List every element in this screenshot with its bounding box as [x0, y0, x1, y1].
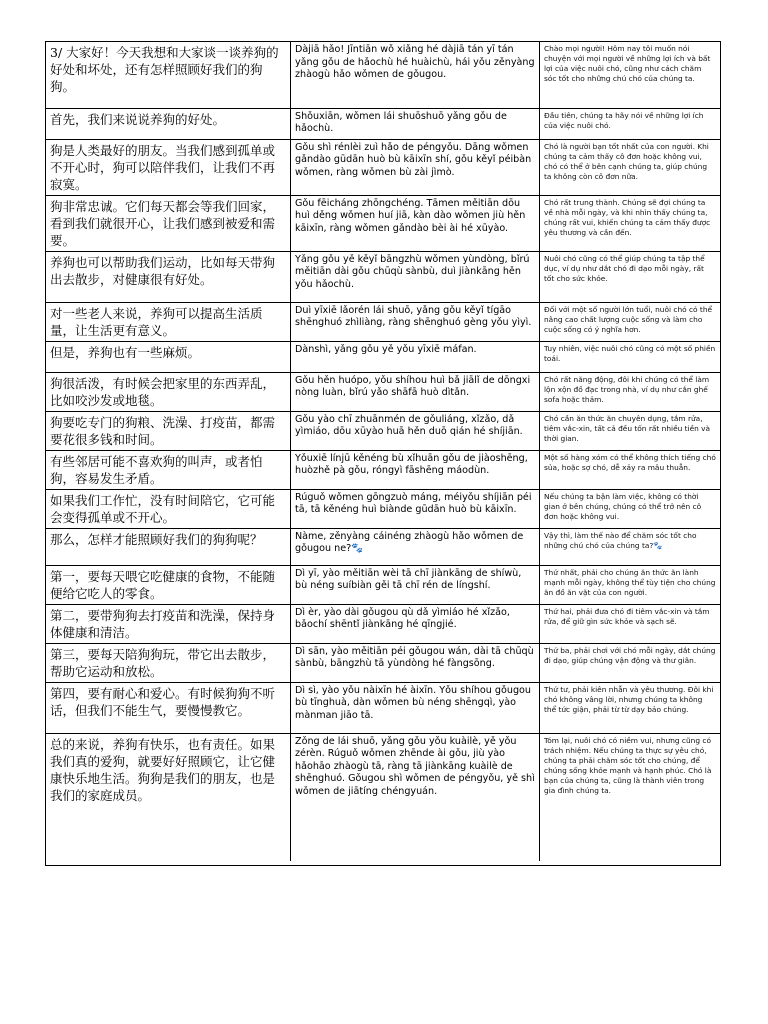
pinyin-sentence-cell	[291, 195, 540, 251]
vietnamese-translation: Chó rất năng động, đôi khi chúng có thể làm lộn xộn đồ đạc trong nhà, ví dụ như cắn ghế sofa hoặc thảm.	[544, 374, 710, 404]
chinese-sentence: 3/ 大家好！今天我想和大家谈一谈养狗的好处和坏处，还有怎样照顾好我们的狗狗。	[50, 45, 279, 94]
pinyin-sentence: Yǎng gǒu yě kěyǐ bāngzhù wǒmen yùndòng, bǐrú měitiān dài gǒu chūqù sànbù, duì jiànkāng hěn yǒu hǎochù.	[295, 253, 530, 290]
lesson-row	[46, 108, 720, 139]
pinyin-sentence: Dì sì, yào yǒu nàixīn hé àixīn. Yǒu shíhou gǒugou bù tīnghuà, dàn wǒmen bù néng shēngqì, yào mànman jiāo tā.	[295, 684, 531, 721]
vietnamese-translation: Một số hàng xóm có thể không thích tiếng chó sủa, hoặc sợ chó, dễ xảy ra mâu thuẫn.	[544, 452, 716, 472]
vietnamese-translation-cell	[540, 251, 721, 302]
chinese-sentence-cell	[46, 489, 291, 528]
chinese-sentence: 狗很活泼，有时候会把家里的东西弄乱，比如咬沙发或地毯。	[50, 375, 276, 408]
chinese-sentence-cell	[46, 450, 291, 489]
lesson-row	[46, 528, 720, 565]
chinese-sentence: 但是，养狗也有一些麻烦。	[50, 344, 201, 360]
pinyin-sentence-cell	[291, 42, 540, 108]
chinese-sentence: 首先，我们来说说养狗的好处。	[50, 111, 226, 127]
lesson-row	[46, 195, 720, 251]
vietnamese-translation-cell	[540, 108, 721, 139]
vietnamese-translation-cell	[540, 450, 721, 489]
pinyin-sentence: Gǒu fēicháng zhōngchéng. Tāmen měitiān dōu huì děng wǒmen huí jiā, kàn dào wǒmen jiù hěn kāixīn, ràng wǒmen gǎndào bèi ài hé xūyào.	[295, 197, 526, 234]
pinyin-sentence-cell	[291, 450, 540, 489]
chinese-sentence-cell	[46, 528, 291, 565]
pinyin-sentence: Gǒu hěn huópo, yǒu shíhou huì bǎ jiālǐ de dōngxi nòng luàn, bǐrú yǎo shāfā huò dìtǎn.	[295, 374, 531, 398]
vietnamese-translation: Thứ ba, phải chơi với chó mỗi ngày, dắt chúng đi dạo, giúp chúng vận động và thư giãn.	[544, 645, 716, 665]
vietnamese-translation-cell	[540, 489, 721, 528]
vietnamese-translation: Chào mọi người! Hôm nay tôi muốn nói chuyện với mọi người về những lợi ích và bất lợi của việc nuôi chó, cũng như cách chăm sóc tốt cho những chú chó của chúng ta.	[544, 44, 711, 83]
chinese-sentence-cell	[46, 341, 291, 372]
vietnamese-translation: Thứ hai, phải đưa chó đi tiêm vắc-xin và tắm rửa, để giữ gìn sức khỏe và sạch sẽ.	[544, 606, 710, 626]
vietnamese-translation-cell	[540, 139, 721, 195]
vietnamese-translation-cell	[540, 733, 721, 861]
vietnamese-translation: Tóm lại, nuôi chó có niềm vui, nhưng cũng có trách nhiệm. Nếu chúng ta thực sự yêu chó, chúng ta phải chăm sóc tốt cho chúng, để chúng sống khỏe mạnh và hạnh phúc. Chó là bạn của chúng ta, cũng là thành viên trong gia đình chúng ta.	[544, 735, 712, 795]
pinyin-sentence: Dàjiā hǎo! Jīntiān wǒ xiǎng hé dàjiā tán yī tán yǎng gǒu de hǎochù hé huàichù, hái yǒu zěnyàng zhàogù hǎo wǒmen de gǒugou.	[295, 44, 535, 80]
chinese-sentence: 对一些老人来说，养狗可以提高生活质量，让生活更有意义。	[50, 305, 263, 338]
pinyin-sentence-cell	[291, 643, 540, 682]
lesson-row	[46, 489, 720, 528]
vietnamese-translation: Đầu tiên, chúng ta hãy nói về những lợi ích của việc nuôi chó.	[544, 110, 704, 130]
chinese-sentence-cell	[46, 411, 291, 450]
vietnamese-translation: Nuôi chó cũng có thể giúp chúng ta tập thể dục, ví dụ như dắt chó đi dạo mỗi ngày, rất tốt cho sức khỏe.	[544, 253, 705, 283]
pinyin-sentence: Duì yīxiē lǎorén lái shuō, yǎng gǒu kěyǐ tígāo shēnghuó zhìliàng, ràng shēnghuó gèng yǒu yìyì.	[295, 304, 532, 328]
pinyin-sentence-cell	[291, 372, 540, 411]
chinese-sentence-cell	[46, 604, 291, 643]
lesson-row	[46, 682, 720, 733]
vietnamese-translation: Chó là người bạn tốt nhất của con người. Khi chúng ta cảm thấy cô đơn hoặc không vui, chó có thể ở bên cạnh chúng ta, giúp chúng ta không còn cô đơn nữa.	[544, 141, 709, 181]
pinyin-sentence: Zǒng de lái shuō, yǎng gǒu yǒu kuàilè, yě yǒu zérèn. Rúguǒ wǒmen zhēnde ài gǒu, jiù yào hǎohāo zhàogù tā, ràng tā jiànkāng kuàilè de shēnghuó. Gǒugou shì wǒmen de péngyǒu, yě shì wǒmen de jiātíng chéngyuán.	[295, 735, 535, 797]
chinese-sentence: 那么，怎样才能照顾好我们的狗狗呢？	[50, 531, 263, 547]
chinese-sentence-cell	[46, 733, 291, 861]
pinyin-sentence: Dànshì, yǎng gǒu yě yǒu yīxiē máfan.	[295, 343, 477, 355]
pinyin-sentence-cell	[291, 682, 540, 733]
pinyin-sentence: Dì sān, yào měitiān péi gǒugou wán, dài tā chūqù sànbù, bāngzhù tā yùndòng hé fàngsōng.	[295, 645, 534, 669]
vietnamese-translation-cell	[540, 372, 721, 411]
chinese-sentence-cell	[46, 251, 291, 302]
pinyin-sentence-cell	[291, 341, 540, 372]
pinyin-sentence: Gǒu yào chī zhuānmén de gǒuliáng, xǐzǎo, dǎ yìmiáo, dōu xūyào huā hěn duō qián hé shíjiān.	[295, 413, 523, 437]
chinese-sentence: 狗是人类最好的朋友。当我们感到孤单或不开心时，狗可以陪伴我们，让我们不再寂寞。	[50, 142, 276, 192]
chinese-sentence-cell	[46, 565, 291, 604]
chinese-sentence-cell	[46, 108, 291, 139]
vietnamese-translation-cell	[540, 341, 721, 372]
vietnamese-translation: Đối với một số người lớn tuổi, nuôi chó có thể nâng cao chất lượng cuộc sống và làm cho cuộc sống có ý nghĩa hơn.	[544, 304, 713, 334]
chinese-sentence: 狗要吃专门的狗粮、洗澡、打疫苗，都需要花很多钱和时间。	[50, 414, 276, 447]
vietnamese-translation: Chó rất trung thành. Chúng sẽ đợi chúng ta về nhà mỗi ngày, và khi nhìn thấy chúng ta, chúng rất vui, khiến chúng ta cảm thấy được yêu thương và cần đến.	[544, 197, 711, 237]
lesson-row	[46, 302, 720, 341]
chinese-sentence-cell	[46, 42, 291, 108]
pinyin-sentence: Nàme, zěnyàng cáinéng zhàogù hǎo wǒmen de gǒugou ne?🐾	[295, 530, 524, 554]
pinyin-sentence: Rúguǒ wǒmen gōngzuò máng, méiyǒu shíjiān péi tā, tā kěnéng huì biànde gūdān huò bù kāixīn.	[295, 491, 532, 515]
lesson-row	[46, 643, 720, 682]
lesson-row	[46, 411, 720, 450]
lesson-table	[46, 42, 720, 861]
chinese-sentence-cell	[46, 139, 291, 195]
pinyin-sentence-cell	[291, 108, 540, 139]
lesson-row	[46, 341, 720, 372]
lesson-row	[46, 604, 720, 643]
lesson-sheet	[45, 41, 721, 866]
lesson-row	[46, 733, 720, 861]
chinese-sentence-cell	[46, 372, 291, 411]
lesson-row	[46, 42, 720, 108]
vietnamese-translation-cell	[540, 411, 721, 450]
pinyin-sentence: Shǒuxiān, wǒmen lái shuōshuō yǎng gǒu de hǎochù.	[295, 110, 507, 134]
chinese-sentence: 第一，要每天喂它吃健康的食物，不能随便给它吃人的零食。	[50, 568, 276, 601]
chinese-sentence-cell	[46, 195, 291, 251]
lesson-row	[46, 139, 720, 195]
pinyin-sentence-cell	[291, 565, 540, 604]
chinese-sentence: 狗非常忠诚。它们每天都会等我们回家，看到我们就很开心，让我们感到被爱和需要。	[50, 198, 276, 248]
pinyin-sentence-cell	[291, 489, 540, 528]
vietnamese-translation-cell	[540, 682, 721, 733]
chinese-sentence-cell	[46, 682, 291, 733]
vietnamese-translation: Tuy nhiên, việc nuôi chó cũng có một số phiền toái.	[544, 343, 716, 363]
pinyin-sentence-cell	[291, 528, 540, 565]
pinyin-sentence-cell	[291, 139, 540, 195]
chinese-sentence-cell	[46, 302, 291, 341]
vietnamese-translation-cell	[540, 643, 721, 682]
lesson-row	[46, 450, 720, 489]
vietnamese-translation: Thứ nhất, phải cho chúng ăn thức ăn lành mạnh mỗi ngày, không thể tùy tiện cho chúng ăn đồ ăn vặt của con người.	[544, 567, 716, 597]
pinyin-sentence-cell	[291, 733, 540, 861]
vietnamese-translation: Chó cần ăn thức ăn chuyên dụng, tắm rửa, tiêm vắc-xin, tất cả đều tốn rất nhiều tiền và thời gian.	[544, 413, 711, 443]
pinyin-sentence-cell	[291, 604, 540, 643]
pinyin-sentence: Gǒu shì rénlèi zuì hǎo de péngyǒu. Dāng wǒmen gǎndào gūdān huò bù kāixīn shí, gǒu kěyǐ péibàn wǒmen, ràng wǒmen bù zài jìmò.	[295, 141, 532, 178]
chinese-sentence: 第三，要每天陪狗狗玩，带它出去散步，帮助它运动和放松。	[50, 646, 276, 679]
pinyin-sentence: Dì èr, yào dài gǒugou qù dǎ yìmiáo hé xǐzǎo, bǎochí shēntǐ jiànkāng hé qīngjié.	[295, 606, 510, 630]
vietnamese-translation: Nếu chúng ta bận làm việc, không có thời gian ở bên chúng, chúng có thể trở nên cô đơn hoặc không vui.	[544, 491, 702, 521]
lesson-row	[46, 251, 720, 302]
chinese-sentence: 如果我们工作忙，没有时间陪它，它可能会变得孤单或不开心。	[50, 492, 276, 525]
chinese-sentence: 第四，要有耐心和爱心。有时候狗狗不听话，但我们不能生气，要慢慢教它。	[50, 685, 276, 718]
chinese-sentence: 有些邻居可能不喜欢狗的叫声，或者怕狗，容易发生矛盾。	[50, 453, 263, 486]
pinyin-sentence-cell	[291, 251, 540, 302]
vietnamese-translation-cell	[540, 565, 721, 604]
vietnamese-translation-cell	[540, 42, 721, 108]
lesson-rows	[46, 42, 720, 861]
vietnamese-translation: Thứ tư, phải kiên nhẫn và yêu thương. Đôi khi chó không vâng lời, nhưng chúng ta không thể tức giận, phải từ từ dạy bảo chúng.	[544, 684, 714, 714]
vietnamese-translation: Vậy thì, làm thế nào để chăm sóc tốt cho những chú chó của chúng ta?🐾	[544, 530, 697, 550]
vietnamese-translation-cell	[540, 528, 721, 565]
chinese-sentence: 第二，要带狗狗去打疫苗和洗澡，保持身体健康和清洁。	[50, 607, 276, 640]
vietnamese-translation-cell	[540, 604, 721, 643]
lesson-row	[46, 372, 720, 411]
chinese-sentence-cell	[46, 643, 291, 682]
vietnamese-translation-cell	[540, 195, 721, 251]
chinese-sentence: 养狗也可以帮助我们运动，比如每天带狗出去散步，对健康很有好处。	[50, 254, 276, 287]
vietnamese-translation-cell	[540, 302, 721, 341]
chinese-sentence: 总的来说，养狗有快乐，也有责任。如果我们真的爱狗，就要好好照顾它，让它健康快乐地生活。狗狗是我们的朋友，也是我们的家庭成员。	[50, 736, 276, 803]
pinyin-sentence-cell	[291, 411, 540, 450]
pinyin-sentence-cell	[291, 302, 540, 341]
pinyin-sentence: Yǒuxiē línjū kěnéng bù xǐhuān gǒu de jiàoshēng, huòzhě pà gǒu, róngyì fāshēng máodùn.	[295, 452, 528, 476]
pinyin-sentence: Dì yī, yào měitiān wèi tā chī jiànkāng de shíwù, bù néng suíbiàn gěi tā chī rén de língshí.	[295, 567, 522, 591]
lesson-row	[46, 565, 720, 604]
